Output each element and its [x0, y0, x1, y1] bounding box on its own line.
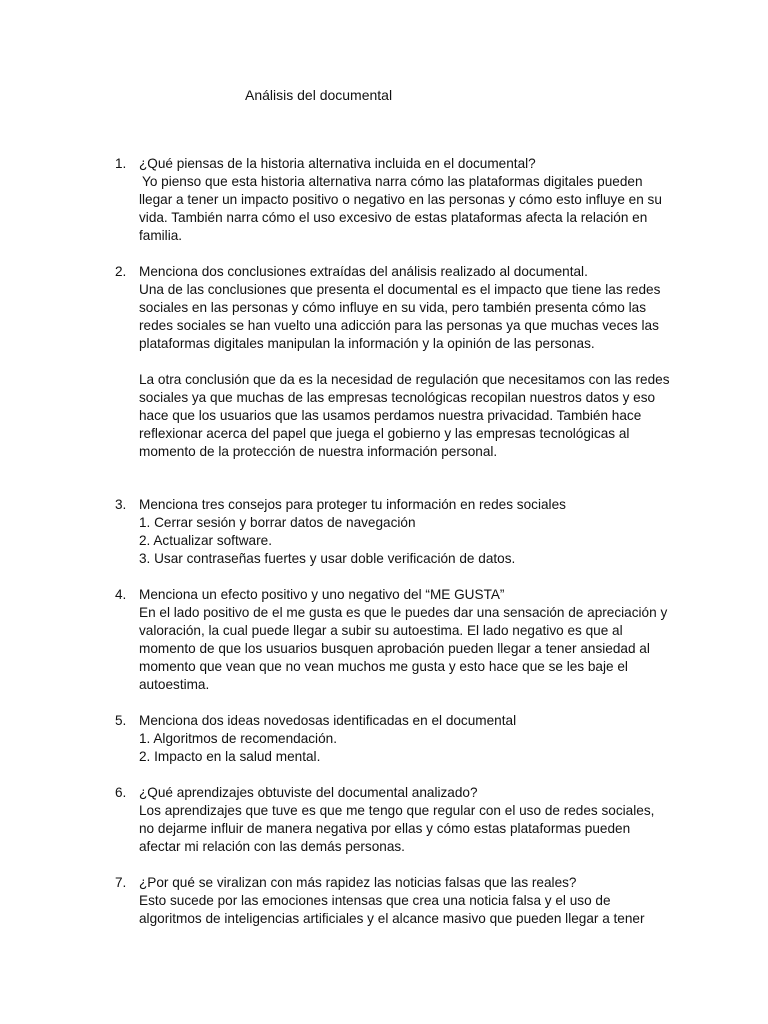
- answer-list-item: 1. Cerrar sesión y borrar datos de navegación: [139, 515, 416, 530]
- question-number: 1.: [115, 156, 127, 171]
- question-number: 4.: [115, 587, 127, 602]
- question-number: 2.: [115, 264, 127, 279]
- question-4: [0, 586, 673, 694]
- question-text: Menciona dos conclusiones extraídas del análisis realizado al documental.: [139, 264, 588, 279]
- question-number: 5.: [115, 713, 127, 728]
- question-text: Menciona un efecto positivo y uno negativo del “ME GUSTA”: [139, 587, 505, 602]
- question-text: Menciona tres consejos para proteger tu información en redes sociales: [139, 497, 566, 512]
- answer-paragraph: Una de las conclusiones que presenta el documental es el impacto que tiene las redes sociales en las personas y cómo influye en su vida, pero también presenta cómo las redes sociales se han vuelto una adicción para las personas ya que muchas veces las plataformas digitales manipulan la información y la opinión de las personas.: [139, 282, 661, 351]
- question-number: 7.: [115, 875, 127, 890]
- question-number: 3.: [115, 497, 127, 512]
- question-text: ¿Qué aprendizajes obtuviste del documental analizado?: [139, 785, 478, 800]
- question-1: [0, 155, 673, 245]
- answer-paragraph: En el lado positivo de el me gusta es que le puedes dar una sensación de apreciación y valoración, la cual puede llegar a subir su autoestima. El lado negativo es que al momento de que los usuarios busquen aprobación pueden llegar a tener ansiedad al momento que vean que no vean muchos me gusta y esto hace que se les baje el autoestima.: [139, 605, 668, 692]
- answer-list-item: 3. Usar contraseñas fuertes y usar doble verificación de datos.: [139, 551, 516, 566]
- answer-list-item: 1. Algoritmos de recomendación.: [139, 731, 337, 746]
- question-text: Menciona dos ideas novedosas identificadas en el documental: [139, 713, 517, 728]
- question-5: [0, 712, 673, 766]
- answer-paragraph: Los aprendizajes que tuve es que me tengo que regular con el uso de redes sociales, no dejarme influir de manera negativa por ellas y cómo estas plataformas pueden afectar mi relación con las demás personas.: [139, 803, 655, 854]
- document-title: Análisis del documental: [245, 87, 393, 103]
- answer-list-item: 2. Impacto en la salud mental.: [139, 749, 321, 764]
- question-number: 6.: [115, 785, 127, 800]
- question-6: [0, 784, 673, 856]
- answer-paragraph: Yo pienso que esta historia alternativa narra cómo las plataformas digitales pueden llegar a tener un impacto positivo o negativo en las personas y cómo esto influye en su vida. También narra cómo el uso excesivo de estas plataformas afecta la relación en familia.: [139, 174, 662, 243]
- question-7: [0, 874, 673, 928]
- answer-list-item: 2. Actualizar software.: [139, 533, 272, 548]
- question-text: ¿Qué piensas de la historia alternativa incluida en el documental?: [139, 156, 536, 171]
- answer-paragraph: Esto sucede por las emociones intensas que crea una noticia falsa y el uso de algoritmos de inteligencias artificiales y el alcance masivo que pueden llegar a tener: [139, 893, 645, 926]
- question-2: [0, 263, 673, 461]
- answer-paragraph: La otra conclusión que da es la necesidad de regulación que necesitamos con las redes sociales ya que muchas de las empresas tecnológicas recopilan nuestros datos y eso hace que los usuarios que las usamos perdamos nuestra privacidad. También hace reflexionar acerca del papel que juega el gobierno y las empresas tecnológicas al momento de la protección de nuestra información personal.: [139, 372, 670, 459]
- question-3: [0, 496, 673, 568]
- question-text: ¿Por qué se viralizan con más rapidez las noticias falsas que las reales?: [139, 875, 577, 890]
- question-list: [0, 155, 768, 946]
